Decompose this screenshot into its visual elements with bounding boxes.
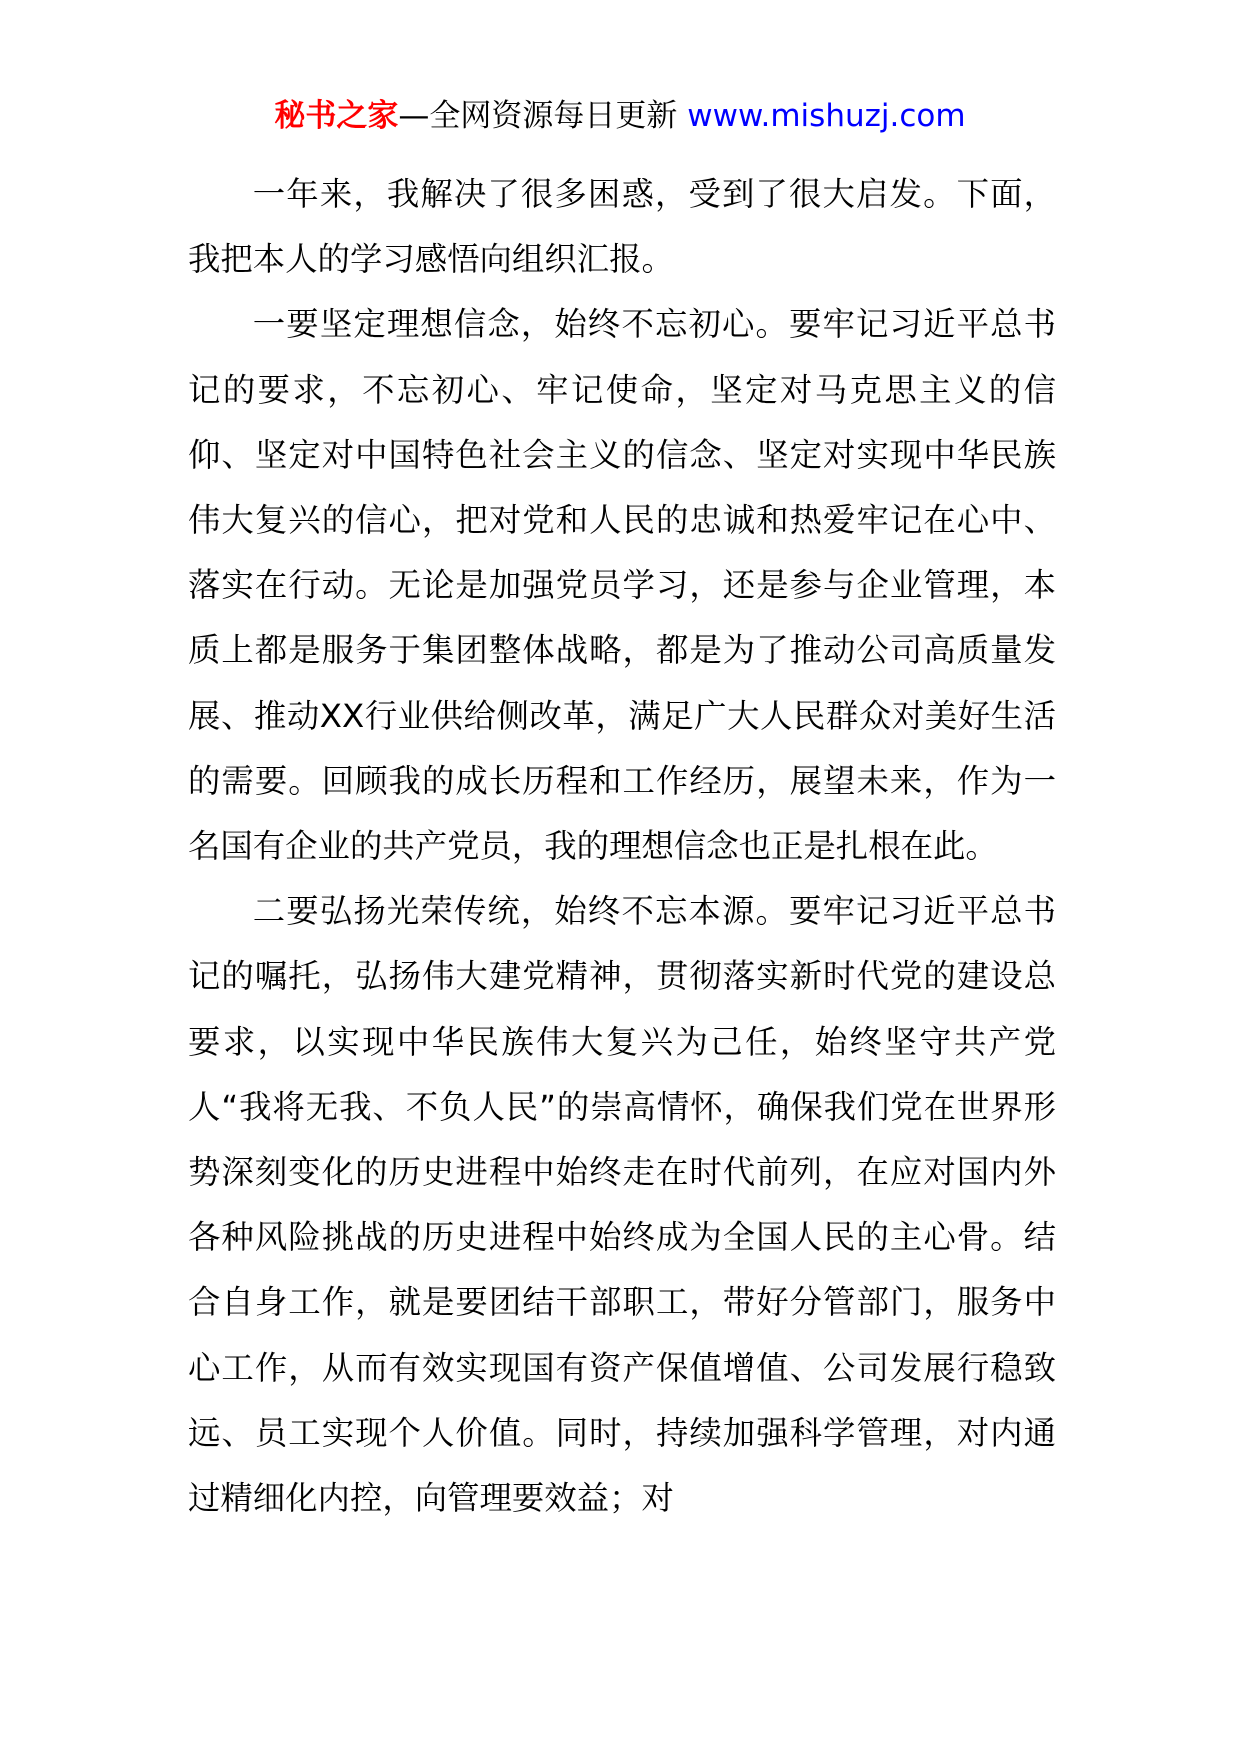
document-body [188,162,1056,1531]
site-url-link[interactable]: www.mishuzj.com [687,98,966,134]
watermark-header [0,96,1240,136]
paragraph-ideals: 一要坚定理想信念，始终不忘初心。要牢记习近平总书记的要求，不忘初心、牢记使命，坚定对马克思主义的信仰、坚定对中国特色社会主义的信念、坚定对实现中华民族伟大复兴的信心，把对党和人民的忠诚和热爱牢记在心中、落实在行动。无论是加强党员学习，还是参与企业管理，本质上都是服务于集团整体战略，都是为了推动公司高质量发展、推动XX行业供给侧改革，满足广大人民群众对美好生活的需要。回顾我的成长历程和工作经历，展望未来，作为一名国有企业的共产党员，我的理想信念也正是扎根在此。 [188,305,1056,866]
paragraph-traditions: 二要弘扬光荣传统，始终不忘本源。要牢记习近平总书记的嘱托，弘扬伟大建党精神，贯彻落实新时代党的建设总要求，以实现中华民族伟大复兴为己任，始终坚守共产党人“我将无我、不负人民”的崇高情怀，确保我们党在世界形势深刻变化的历史进程中始终走在时代前列，在应对国内外各种风险挑战的历史进程中始终成为全国人民的主心骨。结合自身工作，就是要团结干部职工，带好分管部门，服务中心工作，从而有效实现国有资产保值增值、公司发展行稳致远、员工实现个人价值。同时，持续加强科学管理，对内通过精细化内控，向管理要效益；对 [188,892,1056,1518]
header-tagline: —全网资源每日更新 [398,98,678,134]
paragraph-intro: 一年来，我解决了很多困惑，受到了很大启发。下面，我把本人的学习感悟向组织汇报。 [188,175,1056,279]
brand-name: 秘书之家 [274,98,399,134]
